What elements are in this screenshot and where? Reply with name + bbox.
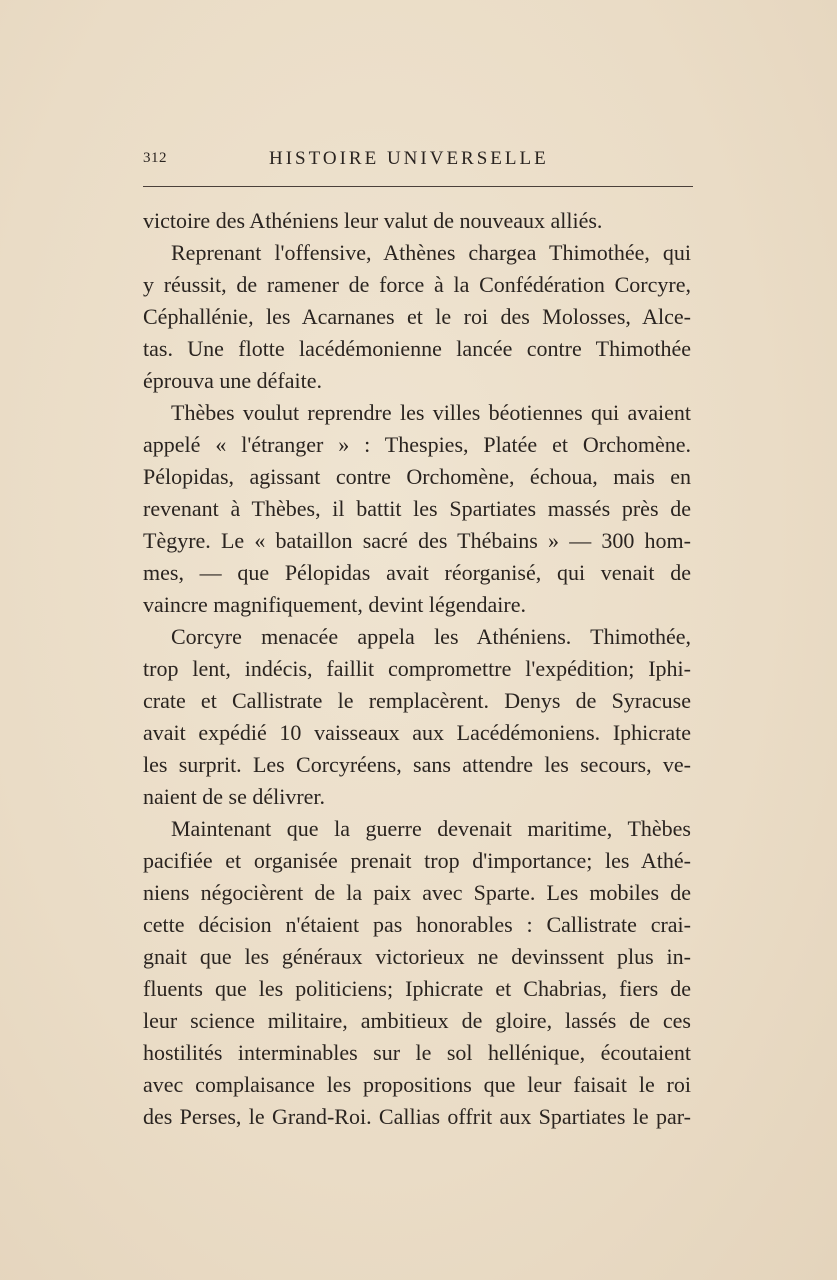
text-line: naient de se délivrer. [143, 784, 326, 809]
text-line: Pélopidas, agissant contre Orchomène, échoua, mais en [143, 464, 691, 489]
paragraph [143, 397, 691, 621]
text-line: gnait que les généraux victorieux ne devinssent plus in- [143, 944, 691, 969]
text-line: cette décision n'étaient pas honorables : Callistrate crai- [143, 912, 691, 937]
running-head [143, 148, 693, 174]
text-line: crate et Callistrate le remplacèrent. Denys de Syracuse [143, 688, 691, 713]
body-text [143, 205, 691, 1133]
text-line: avec complaisance les propositions que leur faisait le roi [143, 1072, 691, 1097]
text-line: revenant à Thèbes, il battit les Spartiates massés près de [143, 496, 691, 521]
text-line: vaincre magnifiquement, devint légendaire. [143, 592, 527, 617]
paragraph [143, 205, 691, 237]
text-line: Reprenant l'offensive, Athènes chargea Thimothée, qui [171, 240, 691, 265]
running-title: HISTOIRE UNIVERSELLE [269, 148, 549, 169]
header-rule [143, 186, 693, 187]
text-line: appelé « l'étranger » : Thespies, Platée et Orchomène. [143, 432, 691, 457]
text-line: Maintenant que la guerre devenait maritime, Thèbes [171, 816, 691, 841]
text-line: hostilités interminables sur le sol hellénique, écoutaient [143, 1040, 691, 1065]
paragraph [143, 813, 691, 1133]
text-line: trop lent, indécis, faillit compromettre l'expédition; Iphi- [143, 656, 691, 681]
text-line: Céphallénie, les Acarnanes et le roi des Molosses, Alce- [143, 304, 691, 329]
text-line: leur science militaire, ambitieux de gloire, lassés de ces [143, 1008, 691, 1033]
text-line: avait expédié 10 vaisseaux aux Lacédémoniens. Iphicrate [143, 720, 691, 745]
text-line: pacifiée et organisée prenait trop d'importance; les Athé- [143, 848, 691, 873]
text-line: fluents que les politiciens; Iphicrate et Chabrias, fiers de [143, 976, 691, 1001]
text-line: tas. Une flotte lacédémonienne lancée contre Thimothée [143, 336, 691, 361]
page-number: 312 [143, 150, 167, 166]
text-line: victoire des Athéniens leur valut de nouveaux alliés. [143, 208, 603, 233]
paragraph [143, 237, 691, 397]
text-line: Corcyre menacée appela les Athéniens. Thimothée, [171, 624, 691, 649]
text-line: Tègyre. Le « bataillon sacré des Thébains » — 300 hom- [143, 528, 691, 553]
text-line: y réussit, de ramener de force à la Confédération Corcyre, [143, 272, 691, 297]
paragraph [143, 621, 691, 813]
text-line: des Perses, le Grand-Roi. Callias offrit aux Spartiates le par- [143, 1104, 691, 1129]
text-line: les surprit. Les Corcyréens, sans attendre les secours, ve- [143, 752, 691, 777]
text-line: mes, — que Pélopidas avait réorganisé, qui venait de [143, 560, 691, 585]
text-line: Thèbes voulut reprendre les villes béotiennes qui avaient [171, 400, 691, 425]
text-line: éprouva une défaite. [143, 368, 322, 393]
text-line: niens négocièrent de la paix avec Sparte. Les mobiles de [143, 880, 691, 905]
